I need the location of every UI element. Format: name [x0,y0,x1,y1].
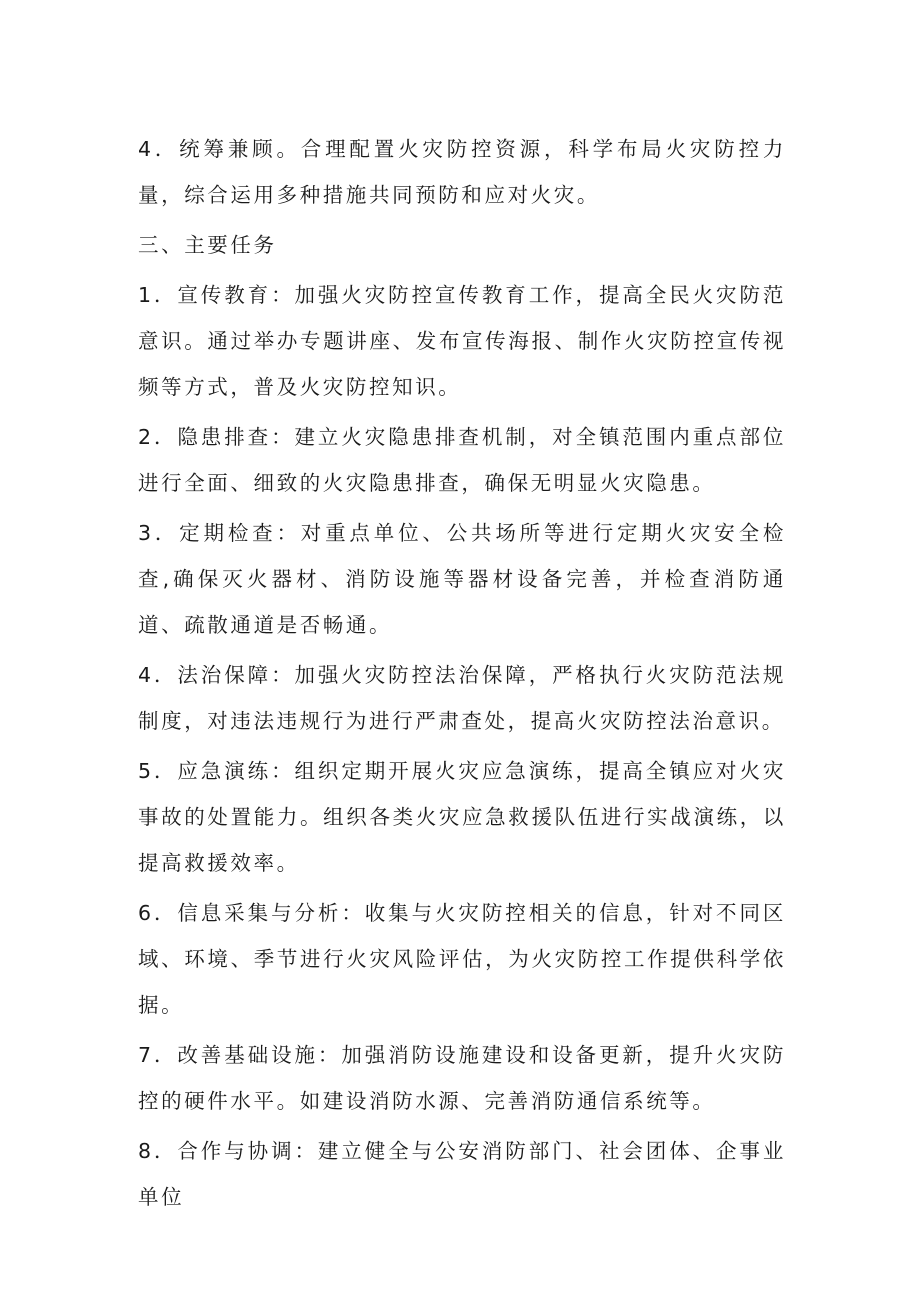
paragraph-task-3: 3．定期检查：对重点单位、公共场所等进行定期火灾安全检查,确保灭火器材、消防设施等器材设备完善，并检查消防通道、疏散通道是否畅通。 [138,521,786,637]
paragraph-task-8: 8．合作与协调：建立健全与公安消防部门、社会团体、企事业单位 [138,1139,786,1209]
paragraph-principle-4: 4．统筹兼顾。合理配置火灾防控资源，科学布局火灾防控力量，综合运用多种措施共同预防和应对火灾。 [138,137,786,207]
paragraph-task-7: 7．改善基础设施：加强消防设施建设和设备更新，提升火灾防控的硬件水平。如建设消防水源、完善消防通信系统等。 [138,1043,786,1113]
paragraph-task-4: 4．法治保障：加强火灾防控法治保障，严格执行火灾防范法规制度，对违法违规行为进行严肃查处，提高火灾防控法治意识。 [138,663,786,733]
section-heading-main-tasks: 三、主要任务 [138,233,277,257]
document-body [138,126,786,1224]
paragraph-task-6: 6．信息采集与分析：收集与火灾防控相关的信息，针对不同区域、环境、季节进行火灾风险评估，为火灾防控工作提供科学依据。 [138,901,786,1017]
paragraph-task-1: 1．宣传教育：加强火灾防控宣传教育工作，提高全民火灾防范意识。通过举办专题讲座、发布宣传海报、制作火灾防控宣传视频等方式，普及火灾防控知识。 [138,283,786,399]
paragraph-task-2: 2．隐患排查：建立火灾隐患排查机制，对全镇范围内重点部位进行全面、细致的火灾隐患排查，确保无明显火灾隐患。 [138,425,786,495]
paragraph-task-5: 5．应急演练：组织定期开展火灾应急演练，提高全镇应对火灾事故的处置能力。组织各类火灾应急救援队伍进行实战演练，以提高救援效率。 [138,759,786,875]
